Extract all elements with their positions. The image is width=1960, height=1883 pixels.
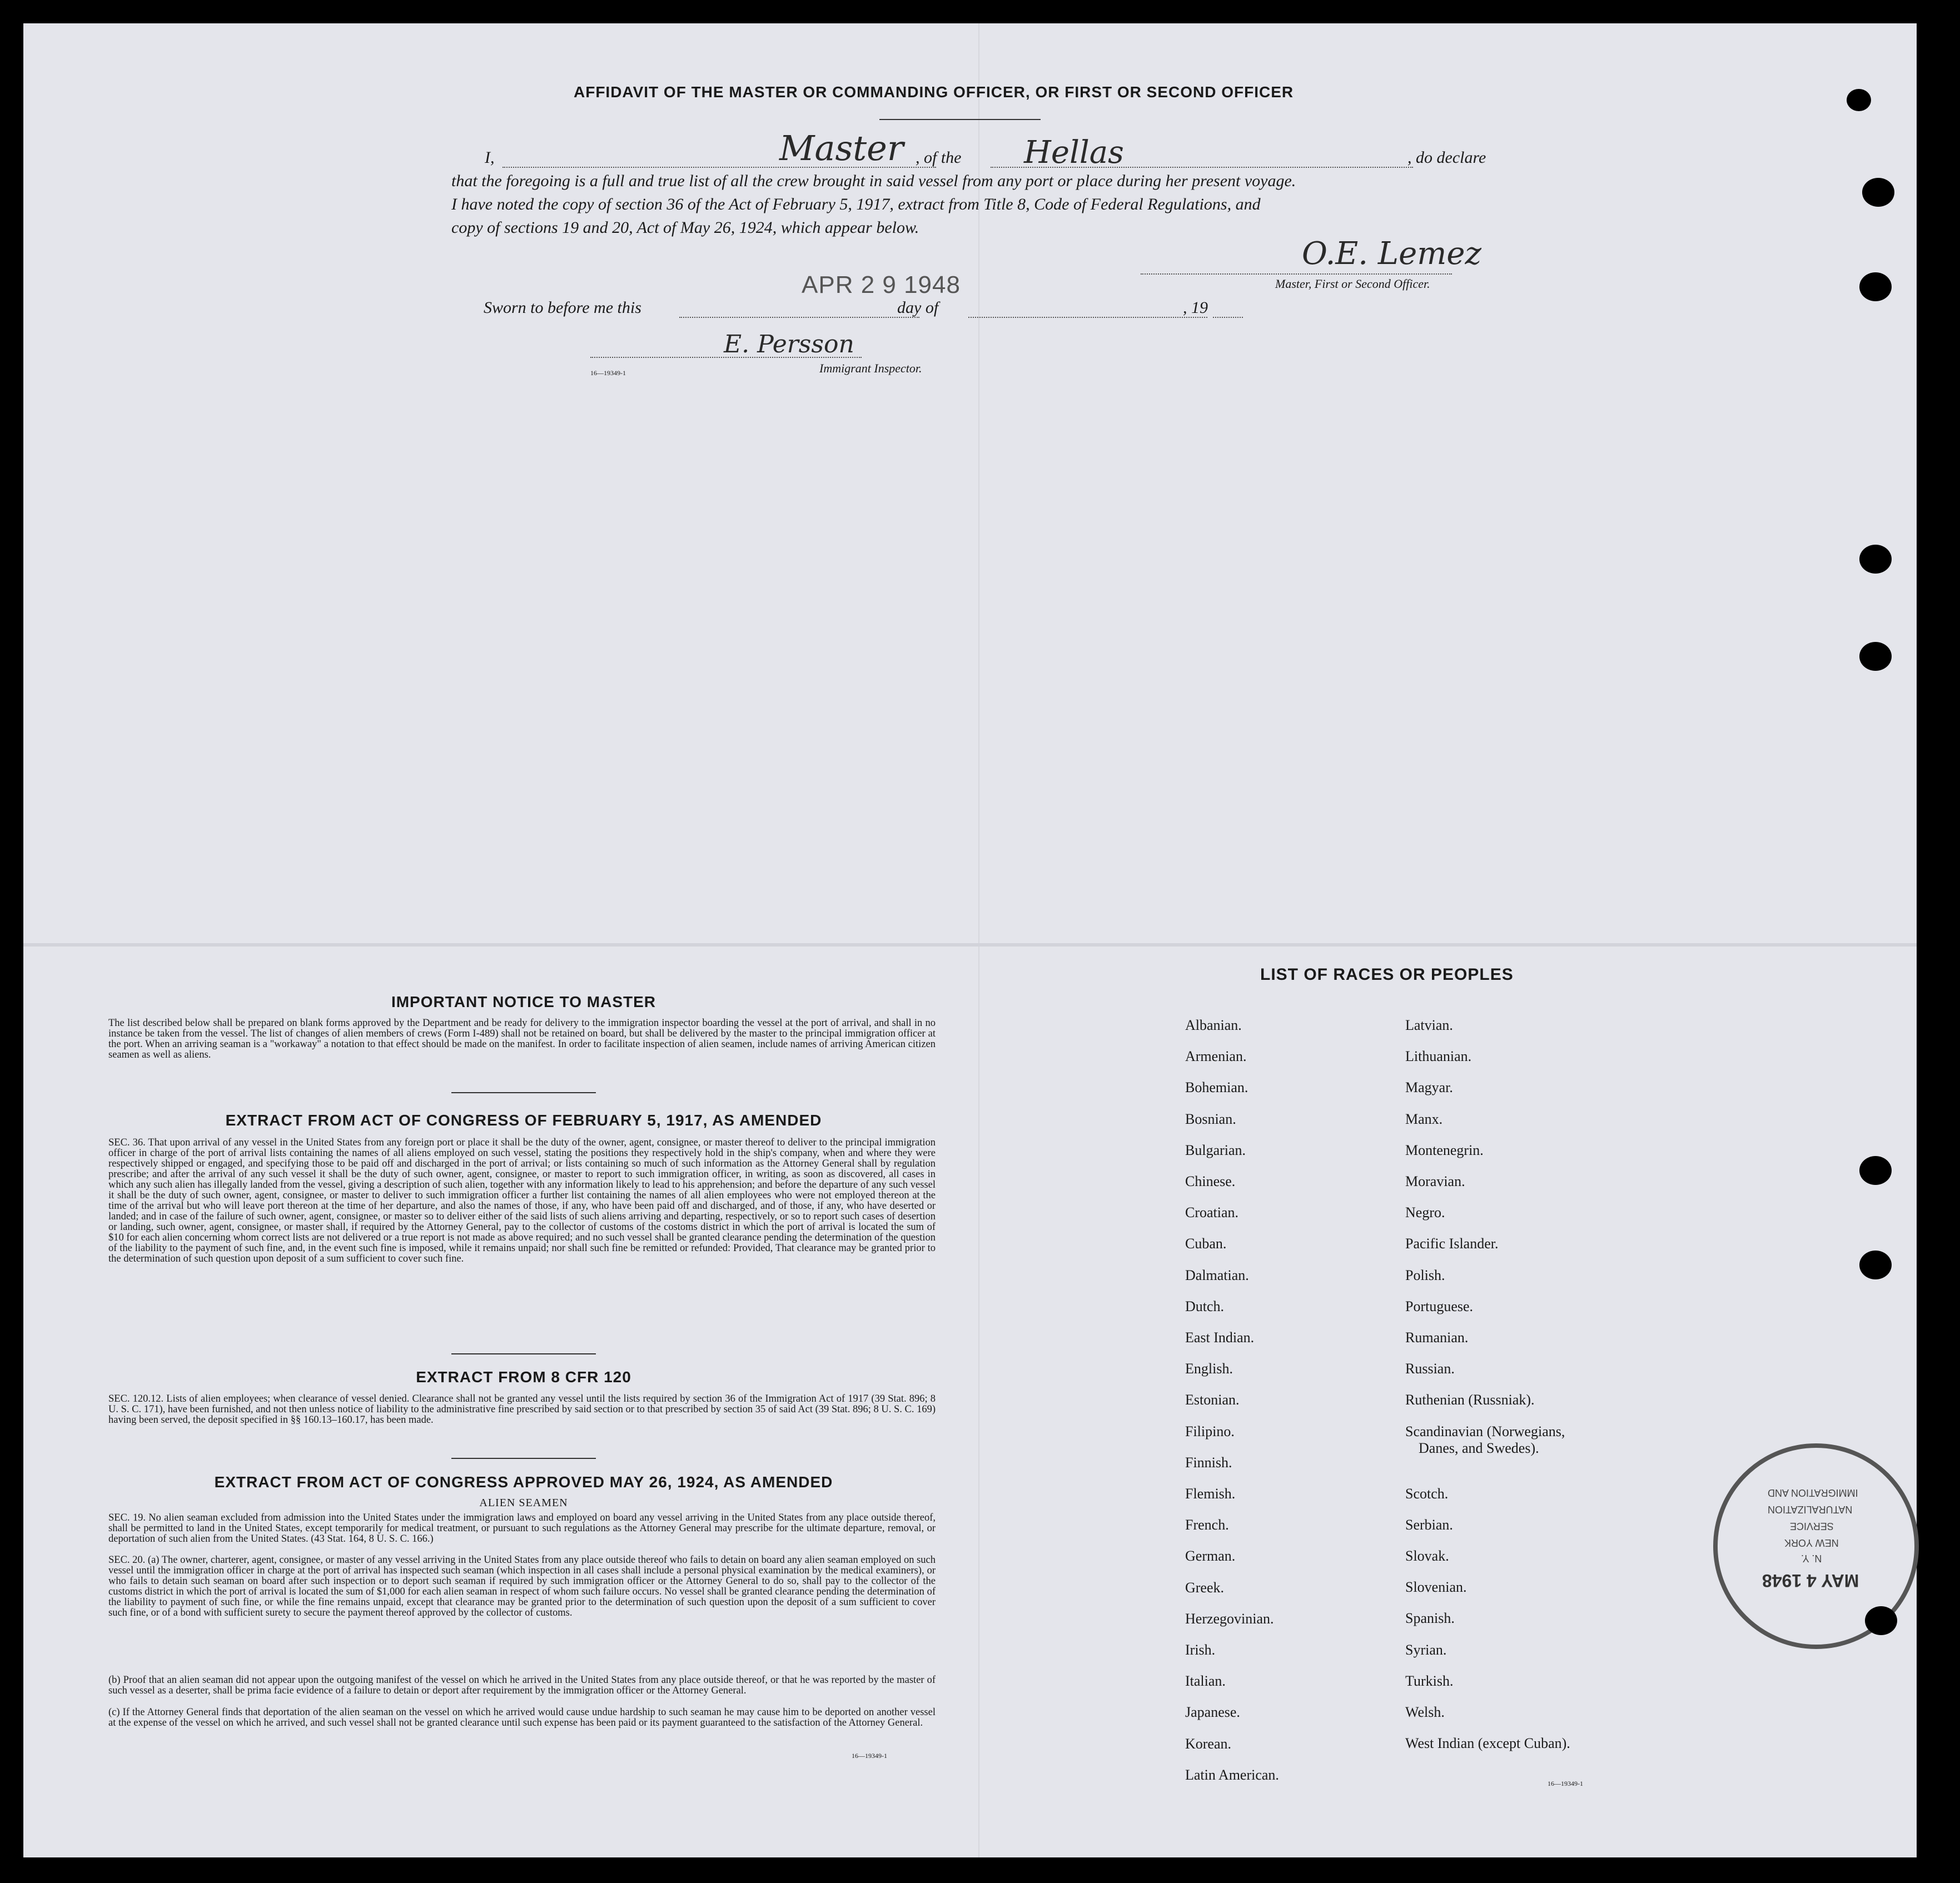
- race-item: Chinese.: [1185, 1173, 1236, 1189]
- sworn-day-field: [679, 317, 919, 318]
- race-item: Moravian.: [1405, 1173, 1465, 1189]
- races-title: LIST OF RACES OR PEOPLES: [1260, 965, 1514, 984]
- act-1924-form-number: 16—19349-1: [852, 1752, 887, 1760]
- race-item: Cuban.: [1185, 1236, 1227, 1252]
- act-1924-subtitle: ALIEN SEAMEN: [479, 1497, 568, 1509]
- stamp-line-2: NATURALIZATION: [1768, 1504, 1853, 1515]
- race-item: Filipino.: [1185, 1423, 1235, 1439]
- stamp-line-3: SERVICE: [1790, 1521, 1834, 1532]
- sworn-label: Sworn to before me this: [484, 298, 641, 317]
- stamp-date: MAY 4 1948: [1762, 1571, 1859, 1591]
- year-prefix: , 19: [1183, 298, 1208, 317]
- race-item: Estonian.: [1185, 1392, 1240, 1408]
- race-item: Dutch.: [1185, 1298, 1225, 1314]
- race-item: Polish.: [1405, 1267, 1445, 1283]
- binder-hole: [1859, 642, 1892, 671]
- sworn-month-field: [968, 317, 1207, 318]
- binder-hole: [1859, 1251, 1892, 1279]
- race-item: Scotch.: [1405, 1486, 1449, 1502]
- affidavit-i-label: I,: [485, 148, 495, 167]
- act-1917-rule: [451, 1353, 596, 1354]
- binder-hole: [1862, 178, 1894, 207]
- race-item: Scandinavian (Norwegians,: [1405, 1423, 1565, 1439]
- inspector-signature: E. Persson: [724, 330, 854, 358]
- sworn-year-field: [1213, 317, 1243, 318]
- race-item: Herzegovinian.: [1185, 1611, 1274, 1627]
- race-item: Dalmatian.: [1185, 1267, 1249, 1283]
- race-item: Latin American.: [1185, 1767, 1279, 1783]
- cfr-rule: [451, 1458, 596, 1459]
- day-of-label: day of: [897, 298, 939, 317]
- race-item: Finnish.: [1185, 1454, 1232, 1471]
- race-item: Lithuanian.: [1405, 1048, 1472, 1064]
- cfr-text: SEC. 120.12. Lists of alien employees; when clearance of vessel denied. Clearance shall not be granted any vessel until the lists required by section 36 of the Immigration Act of 1917 (39 Stat. 896; 8 U. S. C. 171), have been furnished, and not then unless notice of liability to the administrative fine prescribed by said section or to that prescribed by section 35 of said Act (39 Stat. 896; 8 U. S. C. 169) having been served, the deposit specified in §§ 160.13–160.17, has been made.: [108, 1393, 936, 1426]
- race-item: Manx.: [1405, 1111, 1443, 1127]
- binder-hole: [1859, 272, 1892, 301]
- race-item: Russian.: [1405, 1361, 1455, 1377]
- race-item: Flemish.: [1185, 1486, 1236, 1502]
- binder-hole: [1847, 89, 1871, 111]
- stamp-line-5: N. Y.: [1801, 1553, 1822, 1564]
- of-the-label: , of the: [916, 148, 962, 167]
- race-item: Croatian.: [1185, 1204, 1239, 1221]
- race-item: Bulgarian.: [1185, 1142, 1246, 1158]
- race-item: Italian.: [1185, 1673, 1226, 1689]
- race-item: Japanese.: [1185, 1704, 1240, 1720]
- race-item: East Indian.: [1185, 1329, 1255, 1346]
- race-item: Armenian.: [1185, 1048, 1247, 1064]
- act-1917-title: EXTRACT FROM ACT OF CONGRESS OF FEBRUARY 5, 1917, AS AMENDED: [225, 1112, 822, 1129]
- master-signature: O.E. Lemez: [1302, 236, 1481, 272]
- act-1924-sec20a: SEC. 20. (a) The owner, charterer, agent, consignee, or master of any vessel arriving in the United States from any place outside thereof who fails to detain on board any alien seaman employed on such vessel until the immigration officer in charge at the port of arrival has inspected such seaman (which inspection in all cases shall include a personal physical examination by the medical examiners), or who fails to detain such seaman on board after such inspection or to deport such seaman if required by such immigration officer or the Attorney General to do so, shall pay to the collector of the customs district in which the port of arrival is located the sum of $1,000 for each alien seaman in respect of whom such failure occurs. No vessel shall be granted clearance pending the determination of the liability to payment of such fine, or while the fine remains unpaid, except that clearance may be granted prior to the determination of such question upon the deposit of a sum sufficient to cover such fine, or of a bond with sufficient surety to secure the payment thereof approved by the collector of customs.: [108, 1555, 936, 1618]
- race-item: Turkish.: [1405, 1673, 1454, 1689]
- race-item: Magyar.: [1405, 1079, 1453, 1095]
- race-item: Pacific Islander.: [1405, 1236, 1499, 1252]
- race-item: Latvian.: [1405, 1017, 1453, 1033]
- binder-hole: [1859, 545, 1892, 574]
- race-item: Spanish.: [1405, 1610, 1455, 1626]
- signature-line: [1141, 273, 1452, 275]
- inspector-label: Immigrant Inspector.: [819, 361, 922, 375]
- act-1924-sec20b: (b) Proof that an alien seaman did not appear upon the outgoing manifest of the vessel on which he arrived in the United States from any place outside thereof, or that he was reported by the master of such vessel as a deserter, shall be prima facie evidence of a failure to detain or deport after requirement by the immigration officer or the Attorney General.: [108, 1675, 936, 1696]
- affidavit-line-4: copy of sections 19 and 20, Act of May 26, 1924, which appear below.: [451, 218, 919, 237]
- race-item: Portuguese.: [1405, 1298, 1474, 1314]
- date-stamp: APR 2 9 1948: [802, 271, 961, 298]
- race-item: English.: [1185, 1361, 1233, 1377]
- race-item: Albanian.: [1185, 1017, 1242, 1033]
- race-item: Serbian.: [1405, 1517, 1453, 1533]
- stamp-line-4: NEW YORK: [1784, 1537, 1839, 1548]
- race-item: Syrian.: [1405, 1642, 1447, 1658]
- race-item: Danes, and Swedes).: [1419, 1440, 1539, 1456]
- master-handwriting: Master: [779, 128, 904, 168]
- affidavit-title: AFFIDAVIT OF THE MASTER OR COMMANDING OFFICER, OR FIRST OR SECOND OFFICER: [574, 83, 1294, 101]
- race-item: German.: [1185, 1548, 1236, 1564]
- binder-hole: [1865, 1606, 1897, 1635]
- act-1924-sec19: SEC. 19. No alien seaman excluded from admission into the United States under the immigration laws and employed on board any vessel arriving in the United States from any place outside thereof, shall be permitted to land in the United States, except temporarily for medical treatment, or pursuant to such regulations as the Attorney General may prescribe for the ultimate departure, removal, or deportation of such alien from the United States. (43 Stat. 164, 8 U. S. C. 166.): [108, 1512, 936, 1545]
- race-item: Ruthenian (Russniak).: [1405, 1392, 1535, 1408]
- fold-line-vertical: [978, 23, 979, 1857]
- race-item: Montenegrin.: [1405, 1142, 1484, 1158]
- race-item: Korean.: [1185, 1736, 1232, 1752]
- race-item: Greek.: [1185, 1580, 1225, 1596]
- signature-label: Master, First or Second Officer.: [1275, 277, 1430, 291]
- race-item: French.: [1185, 1517, 1229, 1533]
- affidavit-form-number: 16—19349-1: [590, 369, 626, 377]
- stamp-line-1: IMMIGRATION AND: [1768, 1487, 1858, 1498]
- act-1924-sec20c: (c) If the Attorney General finds that deportation of the alien seaman on the vessel on which he arrived would cause undue hardship to such seaman he may cause him to be deported on another vessel at the expense of the vessel on which he arrived, and such vessel shall not be granted clearance until such expense has been paid or its payment guaranteed to the satisfaction of the Attorney General.: [108, 1707, 936, 1728]
- notice-text: The list described below shall be prepared on blank forms approved by the Department and be ready for delivery to the immigration inspector boarding the vessel at the port of arrival, and shall in no instance be taken from the vessel. The list of changes of alien members of crews (Form I-489) shall not be retained on board, but shall be delivered by the master to the principal immigration officer at the port. When an arriving seaman is a "workaway" a notation to that effect should be made on the manifest. In order to facilitate inspection of alien seamen, include names of arriving American citizen seamen as well as aliens.: [108, 1018, 936, 1060]
- document-sheet: [23, 23, 1917, 1857]
- do-declare-label: , do declare: [1407, 148, 1486, 167]
- fold-line-horizontal: [23, 943, 1917, 947]
- race-item: Slovenian.: [1405, 1579, 1467, 1595]
- affidavit-line-2: that the foregoing is a full and true list of all the crew brought in said vessel from any port or place during her present voyage.: [451, 172, 1296, 190]
- race-item: Negro.: [1405, 1204, 1445, 1221]
- act-1917-text: SEC. 36. That upon arrival of any vessel in the United States from any foreign port or place it shall be the duty of the owner, agent, consignee, or master thereof to deliver to the principal immigration officer in charge of the port of arrival lists containing the names of all aliens employed on such vessel, stating the positions they respectively hold in the ship's company, when and where they were respectively shipped or engaged, and specifying those to be paid off and discharged in the port of arrival; or lists containing so much of such information as the Attorney General shall by regulation prescribe; and after the arrival of any such vessel it shall be the duty of such owner, agent, consignee, or master to report to such immigration officer, in writing, as soon as discovered, all cases in which any such alien has illegally landed from the vessel, giving a description of such alien, together with any information likely to lead to his apprehension; and before the departure of any such vessel it shall be the duty of such owner, agent, consignee, or master to deliver to such immigration officer a further list containing the names of all alien employees who were not employed thereon at the time of the arrival but who will leave port thereon at the time of her departure, and also the names of those, if any, who have been paid off and discharged, and of those, if any, who have deserted or landed; and in case of the failure of such owner, agent, consignee, or master so to deliver either of the said lists of such aliens arriving and departing, respectively, or so to report such cases of desertion or landing, such owner, agent, consignee, or master shall, if required by the Attorney General, pay to the collector of customs of the costoms district in which the port of arrival is located the sum of $10 for each alien concerning whom correct lists are not delivered or a true report is not made as above required; and no such vessel shall be granted clearance pending the determination of the question of the liability to the payment of such fine, and, in the event such fine is imposed, while it remains unpaid; nor shall such fine be remitted or refunded: Provided, That clearance may be granted prior to the determination of such question upon deposit of a sum sufficient to cover such fine.: [108, 1137, 936, 1264]
- affidavit-line-3: I have noted the copy of section 36 of the Act of February 5, 1917, extract from Title 8, Code of Federal Regulations, and: [451, 195, 1261, 213]
- race-item: Slovak.: [1405, 1548, 1449, 1564]
- race-item: Welsh.: [1405, 1704, 1445, 1720]
- race-item: Irish.: [1185, 1642, 1216, 1658]
- notice-rule: [451, 1092, 596, 1093]
- binder-hole: [1859, 1156, 1892, 1185]
- race-item: Bosnian.: [1185, 1111, 1236, 1127]
- vessel-handwriting: Hellas: [1024, 134, 1124, 171]
- race-item: West Indian (except Cuban).: [1405, 1735, 1570, 1751]
- cfr-title: EXTRACT FROM 8 CFR 120: [416, 1368, 631, 1386]
- race-item: Bohemian.: [1185, 1079, 1248, 1095]
- notice-title: IMPORTANT NOTICE TO MASTER: [391, 993, 656, 1010]
- races-form-number: 16—19349-1: [1548, 1780, 1583, 1787]
- race-item: Rumanian.: [1405, 1329, 1469, 1346]
- act-1924-title: EXTRACT FROM ACT OF CONGRESS APPROVED MAY 26, 1924, AS AMENDED: [214, 1473, 833, 1491]
- affidavit-title-rule: [879, 119, 1041, 120]
